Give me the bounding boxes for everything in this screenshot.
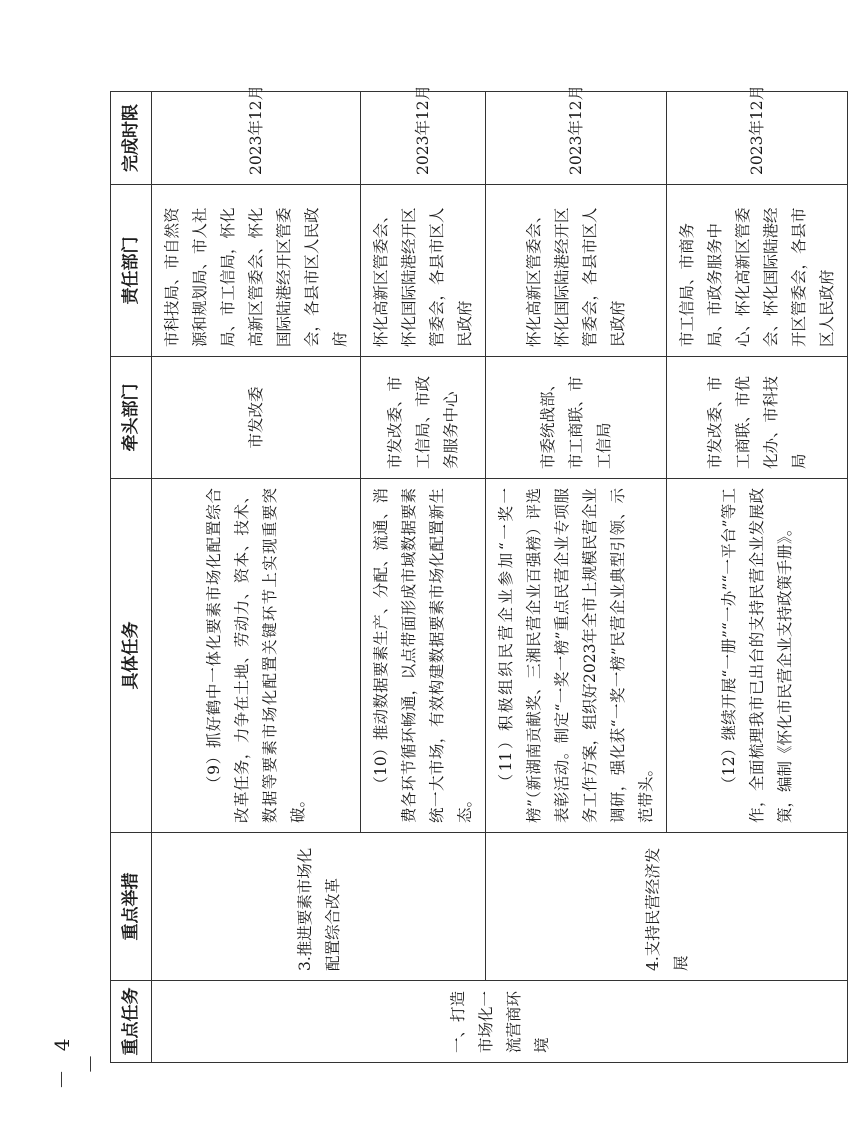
resp-dept-cell: 市科技局、市自然资源和规划局、市人社局、市工信局，怀化高新区管委会、怀化国际陆港经开区管委会，各县市区人民政府 bbox=[152, 185, 361, 357]
header-main-task: 重点任务 bbox=[111, 981, 152, 1063]
lead-dept-cell: 市发改委、市工商联、市优化办、市科技局 bbox=[667, 357, 848, 479]
deadline-cell: 2023年12月 bbox=[152, 92, 361, 185]
specific-task-text: （11）积极组织民营企业参加“一奖一榜”（新湖南贡献奖、三湘民营企业百强榜）评选表彰活动。制定“一奖一榜”重点民营企业专项服务工作方案，组织好2023年全市上规模民营企业调研，强化获“一奖一榜”民营企业典型引领、示范带头。 bbox=[497, 488, 655, 823]
task-table bbox=[110, 84, 848, 1063]
deadline-cell: 2023年12月 bbox=[486, 92, 667, 185]
measure-cell: 3.推进要素市场化配置综合改革 bbox=[152, 833, 486, 981]
resp-dept-cell: 怀化高新区管委会、怀化国际陆港经开区管委会，各县市区人民政府 bbox=[486, 185, 667, 357]
page-number: － 4 － bbox=[50, 1032, 103, 1090]
table-row bbox=[486, 92, 667, 1063]
lead-dept-cell: 市委统战部、市工商联、市工信局 bbox=[486, 357, 667, 479]
specific-task-text: （9）抓好鹤中一体化要素市场化配置综合改革任务，力争在土地、劳动力、资本、技术、数据等要素市场化配置关键环节上实现重要突破。 bbox=[205, 488, 307, 823]
main-task-cell: 一、打造市场化一流营商环境 bbox=[152, 981, 848, 1063]
lead-dept-cell: 市发改委 bbox=[152, 357, 361, 479]
specific-task-cell bbox=[667, 479, 848, 833]
deadline-cell: 2023年12月 bbox=[361, 92, 486, 185]
specific-task-cell bbox=[361, 479, 486, 833]
table-header-row bbox=[111, 92, 152, 1063]
specific-task-text: （10）推动数据要素生产、分配、流通、消费各环节循环畅通，以点带面形成市域数据要素统一大市场，有效构建数据要素市场化配置新生态。 bbox=[372, 488, 474, 823]
rotated-table-container bbox=[110, 84, 836, 1063]
header-key-measure: 重点举措 bbox=[111, 833, 152, 981]
resp-dept-cell: 市工信局、市商务局、市政务服务中心、怀化高新区管委会、怀化国际陆港经开区管委会，各县市区人民政府 bbox=[667, 185, 848, 357]
table-row bbox=[152, 92, 361, 1063]
measure-cell: 4.支持民营经济发展 bbox=[486, 833, 848, 981]
header-deadline: 完成时限 bbox=[111, 92, 152, 185]
deadline-cell: 2023年12月 bbox=[667, 92, 848, 185]
header-resp-dept: 责任部门 bbox=[111, 185, 152, 357]
resp-dept-cell: 怀化高新区管委会、怀化国际陆港经开区管委会，各县市区人民政府 bbox=[361, 185, 486, 357]
lead-dept-cell: 市发改委、市工信局、市政务服务中心 bbox=[361, 357, 486, 479]
specific-task-text: （12）继续开展“一册”“一办”“一平台”等工作，全面梳理我市已出台的支持民营企业发展政策，编制《怀化市民营企业支持政策手册》。 bbox=[720, 488, 794, 823]
specific-task-cell bbox=[152, 479, 361, 833]
specific-task-cell bbox=[486, 479, 667, 833]
header-specific-task: 具体任务 bbox=[111, 479, 152, 833]
header-lead-dept: 牵头部门 bbox=[111, 357, 152, 479]
